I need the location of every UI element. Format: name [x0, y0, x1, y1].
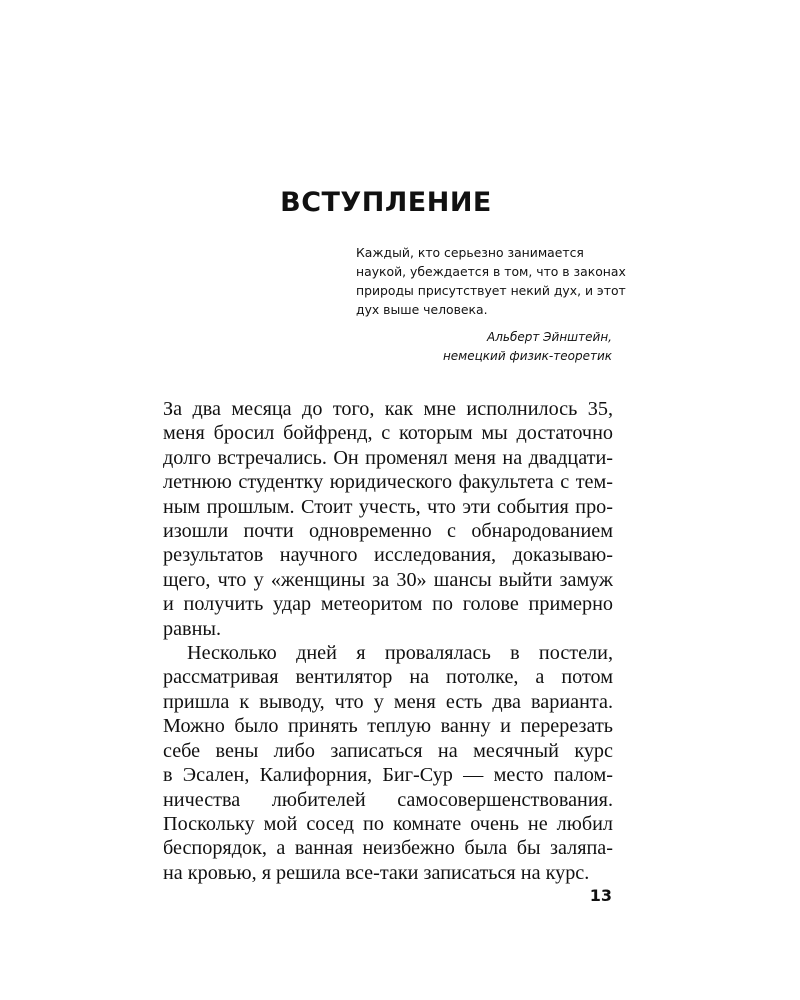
page-number: 13 — [589, 886, 612, 905]
epigraph-attribution — [356, 328, 612, 366]
text-line: в Эсален, Калифорния, Биг-Сур — место палом- — [163, 764, 613, 787]
text-line: Можно было принять теплую ванну и перерезать — [163, 715, 613, 738]
text-line: равны. — [163, 617, 221, 640]
epigraph-line: наукой, убеждается в том, что в законах — [356, 264, 626, 279]
text-line: меня бросил бойфренд, с которым мы достаточно — [163, 422, 613, 445]
text-line: летнюю студентку юридического факультета с тем- — [163, 471, 613, 494]
epigraph-line: природы присутствует некий дух, и этот — [356, 283, 626, 298]
text-line: на кровью, я решила все-таки записаться на курс. — [163, 861, 590, 884]
text-line: изошли почти одновременно с обнародованием — [163, 520, 613, 543]
chapter-title: ВСТУПЛЕНИЕ — [280, 187, 492, 218]
text-line: и получить удар метеоритом по голове примерно — [163, 593, 613, 616]
body-text — [163, 397, 613, 885]
epigraph-author-role: немецкий физик-теоретик — [442, 349, 612, 363]
text-line: Несколько дней я провалялась в постели, — [187, 642, 613, 665]
text-line: беспорядок, а ванная неизбежно была бы заляпа- — [163, 837, 613, 860]
epigraph-author: Альберт Эйнштейн, — [487, 330, 612, 344]
text-line: результатов научного исследования, доказываю- — [163, 544, 613, 567]
paragraph — [163, 397, 613, 641]
text-line: себе вены либо записаться на месячный курс — [163, 739, 613, 762]
text-line: щего, что у «женщины за 30» шансы выйти замуж — [163, 568, 613, 591]
epigraph-quote — [356, 243, 626, 319]
epigraph-line: Каждый, кто серьезно занимается — [356, 245, 584, 260]
text-line: ным прошлым. Стоит учесть, что эти события про- — [163, 495, 613, 518]
epigraph-line: дух выше человека. — [356, 302, 488, 317]
paragraph — [163, 641, 613, 885]
text-line: За два месяца до того, как мне исполнилось 35, — [163, 398, 613, 420]
text-line: Поскольку мой сосед по комнате очень не любил — [163, 812, 613, 835]
text-line: долго встречались. Он променял меня на двадцати- — [163, 446, 613, 469]
epigraph — [356, 243, 626, 366]
text-line: ничества любителей самосовершенствования. — [163, 788, 613, 811]
text-line: рассматривая вентилятор на потолке, а потом — [163, 666, 613, 689]
text-line: пришла к выводу, что у меня есть два варианта. — [163, 690, 613, 713]
